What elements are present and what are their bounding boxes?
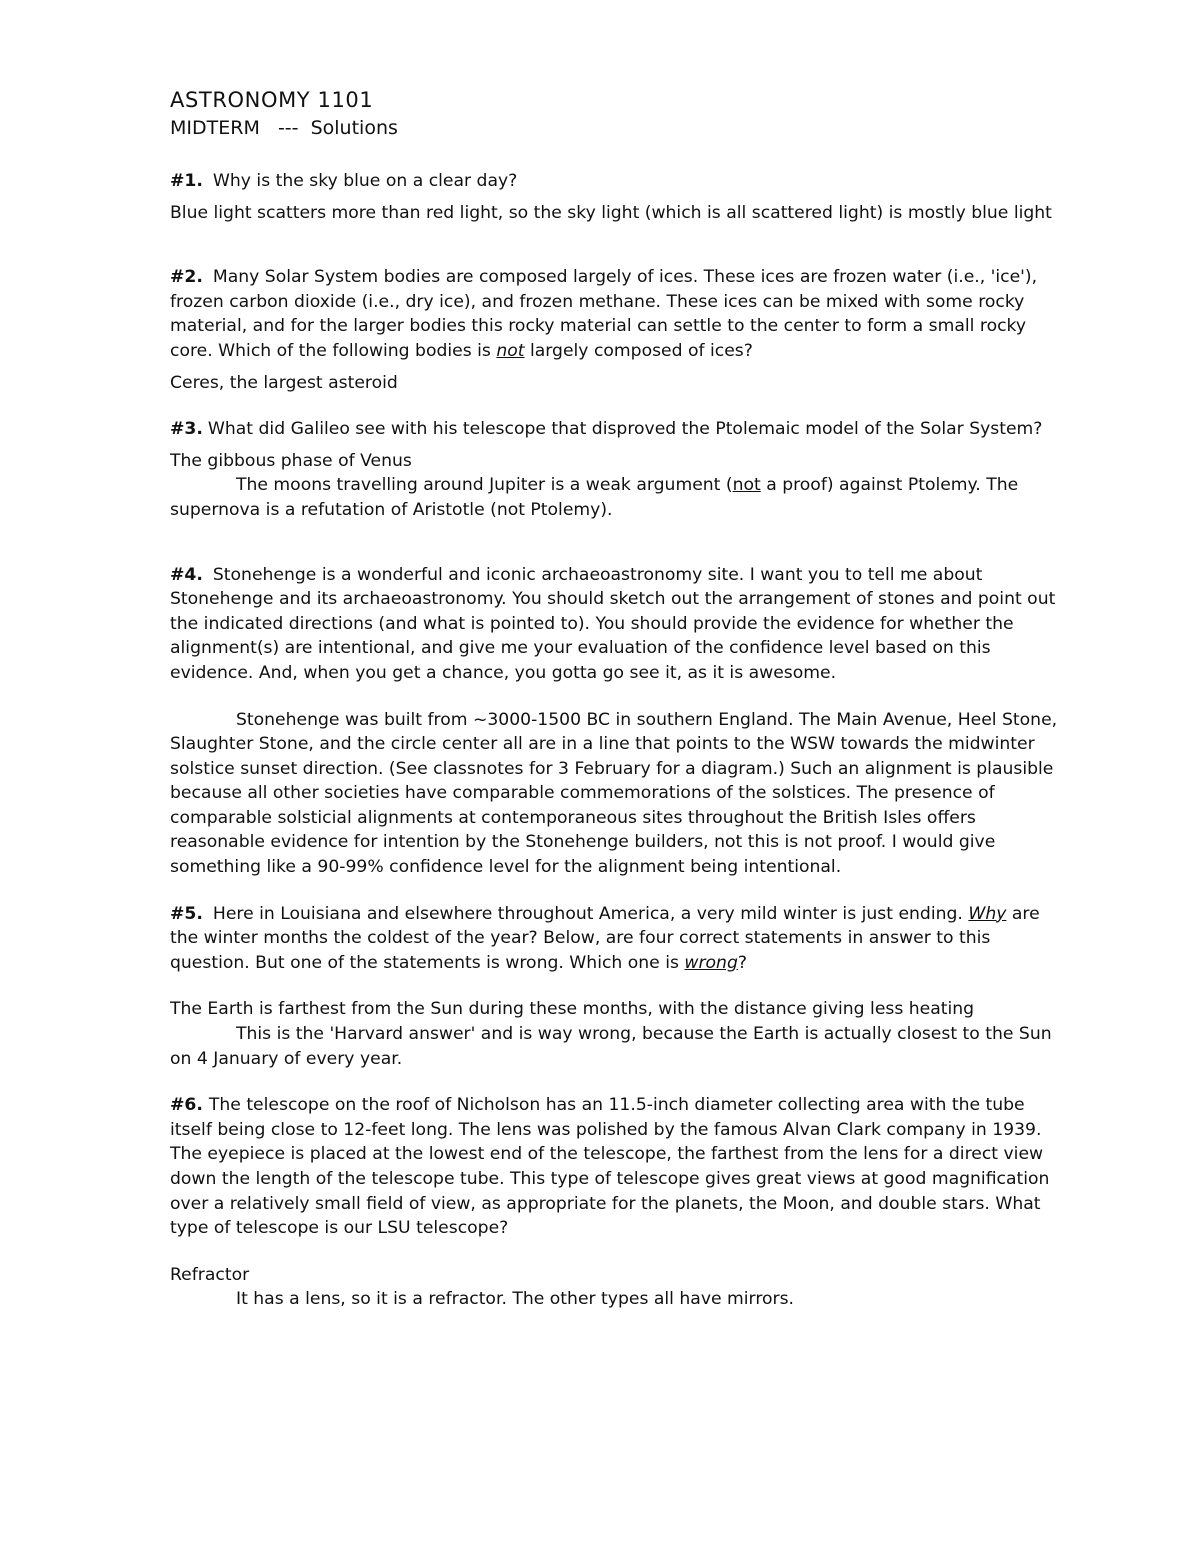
question-text: The telescope on the roof of Nicholson has an 11.5-inch diameter collecting area with the tube itself being close to 12-feet long. The lens was polished by the famous Alvan Clark company in 1939. The eyepiece is placed at the lowest end of the telescope, the farthest from the lens for a direct view down the length of the telescope tube. This type of telescope gives great views at good magnification over a relatively small field of view, as appropriate for the planets, the Moon, and double stars. What type of telescope is our LSU telescope? — [170, 1095, 1050, 1239]
question-5: #5. Here in Louisiana and elsewhere throughout America, a very mild winter is just ending. Why are the winter months the coldest of the year? Below, are four correct statements in answer to this question. But one of the statements is wrong. Which one is wrong? — [170, 903, 1040, 973]
emphasis-wrong: wrong — [684, 952, 738, 973]
question-text: What did Galileo see with his telescope that disproved the Ptolemaic model of the Solar System? — [207, 419, 1043, 440]
question-text: Many Solar System bodies are composed largely of ices. These ices are frozen water (i.e., 'ice'), frozen carbon dioxide (i.e., dry ice), and frozen methane. These ices can be mixed with some rocky material, and for the larger bodies this rocky material can settle to the center to form a small rocky core. Which of the following bodies is — [170, 267, 1038, 361]
answer-4: Stonehenge was built from ~3000-1500 BC in southern England. The Main Avenue, Heel Stone, Slaughter Stone, and the circle center all are in a line that points to the WSW towards the midwinter solstice sunset direction. (See classnotes for 3 February for a diagram.) Such an alignment is plausible because all other societies have comparable commemorations of the solstices. The presence of comparable solsticial alignments at contemporaneous sites throughout the British Isles offers reasonable evidence for intention by the Stonehenge builders, not this is not proof. I would give something like a 90-99% confidence level for the alignment being intentional. — [170, 709, 1058, 878]
answer-3-note: The moons travelling around Jupiter is a weak argument (not a proof) against Ptolemy. The supernova is a refutation of Aristotle (not Ptolemy). — [170, 475, 1019, 520]
question-number: #6. — [170, 1095, 203, 1116]
question-4 — [170, 563, 1060, 686]
answer-6-note: It has a lens, so it is a refractor. The other types all have mirrors. — [236, 1289, 795, 1310]
question-text-end: largely composed of ices? — [524, 340, 753, 361]
question-number: #4. — [170, 564, 203, 585]
exam-subtitle: MIDTERM --- Solutions — [170, 117, 398, 139]
emphasis-not: not — [496, 340, 525, 361]
question-text: Stonehenge is a wonderful and iconic archaeoastronomy site. I want you to tell me about Stonehenge and its archaeoastronomy. You should sketch out the arrangement of stones and point out the indicated directions (and what is pointed to). You should provide the evidence for whether the alignment(s) are intentional, and give me your evaluation of the confidence level based on this evidence. And, when you get a chance, you gotta go see it, as it is awesome. — [170, 564, 1056, 683]
answer-3: The gibbous phase of Venus — [170, 450, 412, 471]
question-text: Here in Louisiana and elsewhere throughout America, a very mild winter is just ending. — [212, 903, 969, 924]
question-number: #1. — [170, 171, 203, 191]
question-number: #2. — [170, 267, 203, 288]
question-1 — [170, 169, 1060, 194]
answer-2: Ceres, the largest asteroid — [170, 372, 398, 393]
answer-5-note: This is the 'Harvard answer' and is way wrong, because the Earth is actually closest to the Sun on 4 January of every year. — [170, 1024, 1052, 1069]
question-3 — [170, 417, 1060, 442]
answer-6: Refractor — [170, 1264, 250, 1285]
question-text: Why is the sky blue on a clear day? — [212, 171, 518, 191]
underline-not: not — [732, 475, 761, 496]
document-page — [170, 86, 1060, 1312]
emphasis-why: Why — [968, 903, 1007, 924]
answer-5: The Earth is farthest from the Sun during these months, with the distance giving less heating — [170, 999, 975, 1020]
answer-1: Blue light scatters more than red light, so the sky light (which is all scattered light) is mostly blue light — [170, 202, 1052, 223]
question-2 — [170, 265, 1060, 363]
question-number: #3. — [170, 419, 203, 440]
question-6 — [170, 1093, 1060, 1241]
question-number: #5. — [170, 903, 203, 924]
course-title: ASTRONOMY 1101 — [170, 88, 374, 112]
